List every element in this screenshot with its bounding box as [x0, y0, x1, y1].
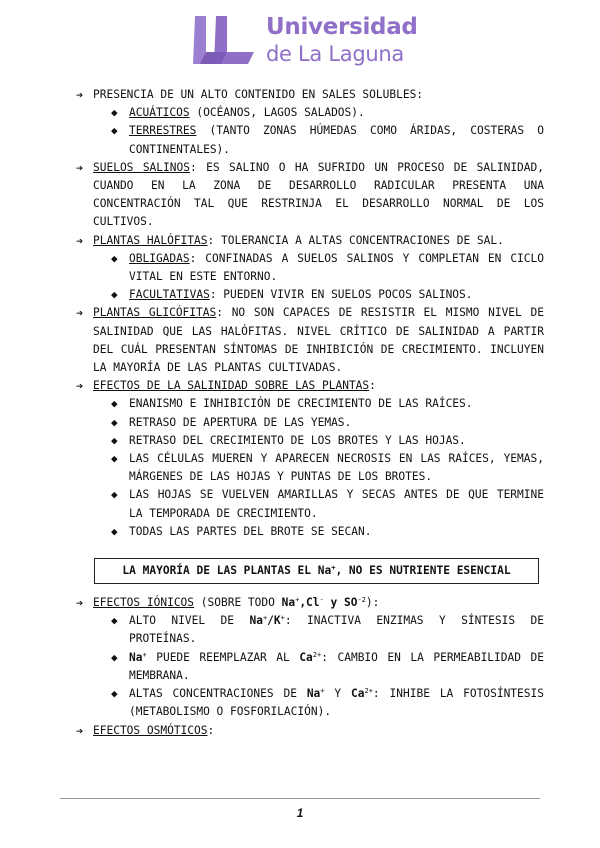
footer-divider	[60, 798, 540, 799]
arrow-icon: ➔	[76, 723, 84, 738]
text: : INHIBE LA FOTOSÍNTESIS (METABOLISMO O FOSFORILACIÓN).	[129, 687, 544, 719]
arrow-icon: ➔	[76, 160, 84, 175]
ion-k: /K	[267, 614, 281, 628]
arrow-icon: ➔	[76, 596, 84, 611]
diamond-icon: ◆	[111, 415, 118, 429]
charge: +	[320, 687, 325, 696]
diamond-icon: ◆	[111, 251, 118, 265]
charge: 2+	[312, 650, 322, 659]
term: FACULTATIVAS	[129, 288, 210, 302]
effect-text: ENANISMO E INHIBICIÓN DE CRECIMIENTO DE LAS RAÍCES.	[129, 397, 473, 411]
arrow-icon: ➔	[76, 88, 84, 102]
definition: : TOLERANCIA A ALTAS CONCENTRACIONES DE SAL.	[207, 233, 504, 247]
term: EFECTOS OSMÓTICOS	[93, 723, 208, 737]
diamond-icon: ◆	[111, 106, 118, 120]
effect-text: LAS CÉLULAS MUEREN Y APARECEN NECROSIS EN LAS RAÍCES, YEMAS, MÁRGENES DE LAS HOJAS Y PUNTAS DE LOS BROTES.	[129, 452, 544, 484]
bullet-sales-solubles	[76, 86, 544, 104]
definition: : PUEDEN VIVIR EN SUELOS POCOS SALINOS.	[209, 288, 473, 302]
definition: : ES SALINO O HA SUFRIDO UN PROCESO DE SALINIDAD, CUANDO EN LA ZONA DE DESARROLLO RADICULAR PRESENTA UNA CONCENTRACIÓN TAL QUE RESTRINJA EL DESARROLLO NORMAL DE LOS CULTIVOS.	[93, 160, 544, 229]
text: ALTO NIVEL DE	[129, 614, 250, 628]
ull-logo-icon	[192, 14, 256, 66]
box-superscript: +	[331, 564, 336, 573]
term: ACUÁTICOS	[129, 106, 190, 120]
effect-item	[76, 523, 544, 541]
diamond-icon: ◆	[111, 124, 118, 138]
sub-bullet-terrestres	[76, 122, 544, 158]
arrow-icon: ➔	[76, 306, 84, 321]
diamond-icon: ◆	[111, 397, 118, 411]
university-logo	[192, 14, 422, 70]
text: ALTAS CONCENTRACIONES DE	[129, 687, 307, 701]
bullet-efectos-ionicos	[76, 594, 544, 612]
logo-line-2: de La Laguna	[266, 42, 404, 66]
logo-line-1: Universidad	[266, 14, 418, 40]
text: y	[323, 596, 344, 610]
ion-na: Na	[306, 687, 321, 701]
term: TERRESTRES	[129, 124, 197, 138]
diamond-icon: ◆	[111, 452, 118, 466]
box-text: LA MAYORÍA DE LAS PLANTAS EL Na	[122, 564, 332, 578]
charge: +	[262, 614, 268, 623]
charge: -	[319, 596, 324, 605]
highlight-box	[94, 558, 539, 584]
ion-cl: ,Cl	[299, 596, 320, 610]
text: : CAMBIO EN LA PERMEABILIDAD DE MEMBRANA.	[129, 650, 544, 682]
charge: 2+	[364, 687, 373, 696]
definition: :	[207, 723, 215, 737]
text: (SOBRE TODO	[194, 596, 282, 610]
term: OBLIGADAS	[129, 251, 190, 265]
diamond-icon: ◆	[111, 288, 118, 302]
sub-bullet-obligadas	[76, 250, 544, 286]
effect-item	[76, 486, 544, 522]
diamond-icon: ◆	[111, 433, 118, 447]
text: ):	[365, 596, 380, 610]
term: PLANTAS HALÓFITAS	[93, 233, 208, 247]
arrow-icon: ➔	[76, 233, 84, 248]
definition: : NO SON CAPACES DE RESISTIR EL MISMO NIVEL DE SALINIDAD QUE LAS HALÓFITAS. NIVEL CRÍTICO DE SALINIDAD A PARTIR DEL CUÁL PRESENTAN SÍNTOMAS DE INHIBICIÓN DE CRECIMIENTO. INCLUYEN LA MAYORÍA DE LAS PLANTAS CULTIVADAS.	[93, 306, 544, 375]
diamond-icon: ◆	[111, 488, 118, 502]
effect-text: RETRASO DEL CRECIMIENTO DE LOS BROTES Y LAS HOJAS.	[129, 433, 466, 447]
charge: -2	[357, 596, 366, 605]
ion-ca: Ca	[351, 687, 365, 701]
bullet-efectos-salinidad	[76, 377, 544, 395]
term: PLANTAS GLICÓFITAS	[93, 306, 217, 320]
term: EFECTOS IÓNICOS	[93, 596, 195, 610]
effect-item	[76, 395, 544, 413]
effect-item	[76, 450, 544, 486]
charge: +	[295, 596, 300, 605]
arrow-icon: ➔	[76, 379, 84, 394]
effect-item	[76, 432, 544, 450]
bullet-suelos-salinos	[76, 159, 544, 232]
ion-so: SO	[343, 596, 358, 610]
bullet-plantas-glicofitas	[76, 304, 544, 377]
text: : INACTIVA ENZIMAS Y SÍNTESIS DE PROTEÍNAS.	[129, 614, 544, 646]
term: EFECTOS DE LA SALINIDAD SOBRE LAS PLANTAS	[93, 379, 370, 393]
bullet-efectos-osmoticos	[76, 722, 544, 740]
text: Y	[324, 687, 351, 701]
document-body	[76, 86, 544, 740]
sub-bullet-acuaticos	[76, 104, 544, 122]
definition: :	[369, 379, 376, 393]
definition: (TANTO ZONAS HÚMEDAS COMO ÁRIDAS, COSTERAS O CONTINENTALES).	[129, 124, 544, 156]
page-number: 1	[296, 806, 304, 820]
diamond-icon: ◆	[111, 687, 118, 701]
ion-na: Na	[129, 650, 143, 664]
bullet-plantas-halofitas	[76, 232, 544, 250]
text: PUEDE REEMPLAZAR AL	[146, 650, 300, 664]
sub-bullet-alto-nivel	[76, 612, 544, 648]
effect-text: RETRASO DE APERTURA DE LAS YEMAS.	[129, 415, 352, 429]
charge: +	[142, 650, 147, 659]
bullet-text: PRESENCIA DE UN ALTO CONTENIDO EN SALES SOLUBLES:	[93, 88, 424, 101]
effect-item	[76, 414, 544, 432]
ion-na: Na	[281, 596, 296, 610]
diamond-icon: ◆	[111, 614, 118, 628]
definition: : CONFINADAS A SUELOS SALINOS Y COMPLETAN EN CICLO VITAL EN ESTE ENTORNO.	[129, 251, 544, 284]
definition: (OCÉANOS, LAGOS SALADOS).	[189, 106, 365, 120]
ion-na: Na	[249, 614, 263, 628]
term: SUELOS SALINOS	[93, 160, 190, 174]
effect-text: LAS HOJAS SE VUELVEN AMARILLAS Y SECAS ANTES DE QUE TERMINE LA TEMPORADA DE CRECIMIENTO.	[129, 488, 544, 520]
sub-bullet-altas-concentraciones	[76, 685, 544, 721]
sub-bullet-facultativas	[76, 286, 544, 304]
ion-ca: Ca	[299, 650, 313, 664]
diamond-icon: ◆	[111, 524, 118, 538]
effect-text: TODAS LAS PARTES DEL BROTE SE SECAN.	[129, 524, 372, 538]
sub-bullet-reemplazar	[76, 649, 544, 685]
box-text-end: , NO ES NUTRIENTE ESENCIAL	[335, 564, 511, 578]
diamond-icon: ◆	[111, 650, 118, 664]
charge: +	[280, 614, 285, 623]
